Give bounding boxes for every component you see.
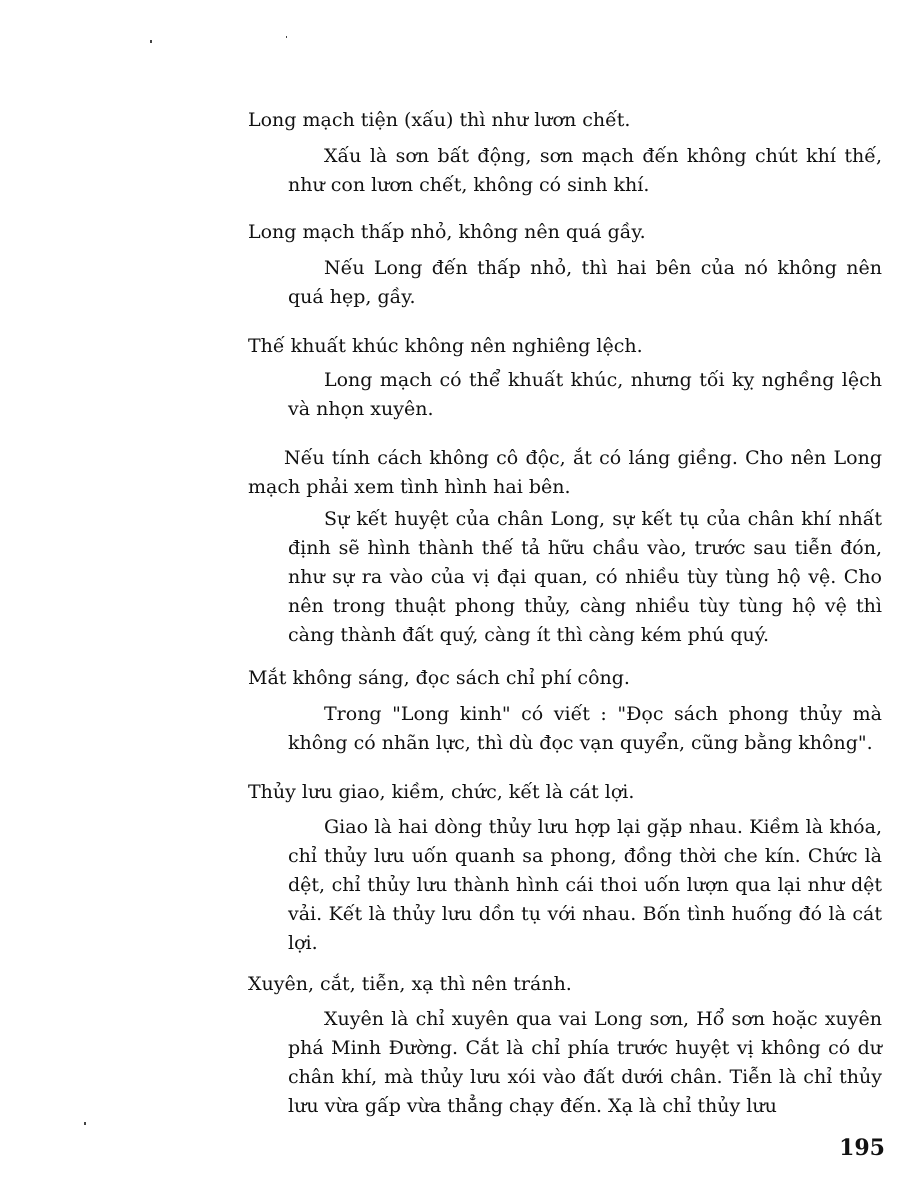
section-heading: Long mạch thấp nhỏ, không nên quá gầy. xyxy=(248,221,646,243)
scan-speck xyxy=(84,1122,86,1125)
section-heading: Mắt không sáng, đọc sách chỉ phí công. xyxy=(248,667,630,689)
section-heading: Long mạch tiện (xấu) thì như lươn chết. xyxy=(248,109,631,131)
paragraph: Xấu là sơn bất động, sơn mạch đến không chút khí thế, như con lươn chết, không có sinh khí. xyxy=(288,145,882,196)
section-heading: Thế khuất khúc không nên nghiêng lệch. xyxy=(248,335,643,357)
paragraph: Trong "Long kinh" có viết : "Đọc sách phong thủy mà không có nhãn lực, thì dù đọc vạn quyển, cũng bằng không". xyxy=(288,703,882,754)
paragraph: Nếu tính cách không cô độc, ắt có láng giềng. Cho nên Long mạch phải xem tình hình hai bên. xyxy=(248,447,882,498)
paragraph: Giao là hai dòng thủy lưu hợp lại gặp nhau. Kiềm là khóa, chỉ thủy lưu uốn quanh sa phong, đồng thời che kín. Chức là dệt, chỉ thủy lưu thành hình cái thoi uốn lượn qua lại như dệt vải. Kết là thủy lưu dồn tụ với nhau. Bốn tình huống đó là cát lợi. xyxy=(288,816,882,954)
scan-speck xyxy=(150,40,152,43)
page-number: 195 xyxy=(839,1135,885,1161)
scan-speck xyxy=(286,36,287,38)
section-heading: Thủy lưu giao, kiềm, chức, kết là cát lợi. xyxy=(248,781,635,803)
section-heading: Xuyên, cắt, tiễn, xạ thì nên tránh. xyxy=(248,973,572,995)
paragraph: Sự kết huyệt của chân Long, sự kết tụ của chân khí nhất định sẽ hình thành thế tả hữu chầu vào, trước sau tiễn đón, như sự ra vào của vị đại quan, có nhiều tùy tùng hộ vệ. Cho nên trong thuật phong thủy, càng nhiều tùy tùng hộ vệ thì càng thành đất quý, càng ít thì càng kém phú quý. xyxy=(288,508,882,646)
paragraph: Long mạch có thể khuất khúc, nhưng tối kỵ nghềng lệch và nhọn xuyên. xyxy=(288,369,882,420)
paragraph: Xuyên là chỉ xuyên qua vai Long sơn, Hổ sơn hoặc xuyên phá Minh Đường. Cắt là chỉ phía trước huyệt vị không có dư chân khí, mà thủy lưu xói vào đất dưới chân. Tiễn là chỉ thủy lưu vừa gấp vừa thẳng chạy đến. Xạ là chỉ thủy lưu xyxy=(288,1008,882,1117)
paragraph: Nếu Long đến thấp nhỏ, thì hai bên của nó không nên quá hẹp, gầy. xyxy=(288,257,882,308)
